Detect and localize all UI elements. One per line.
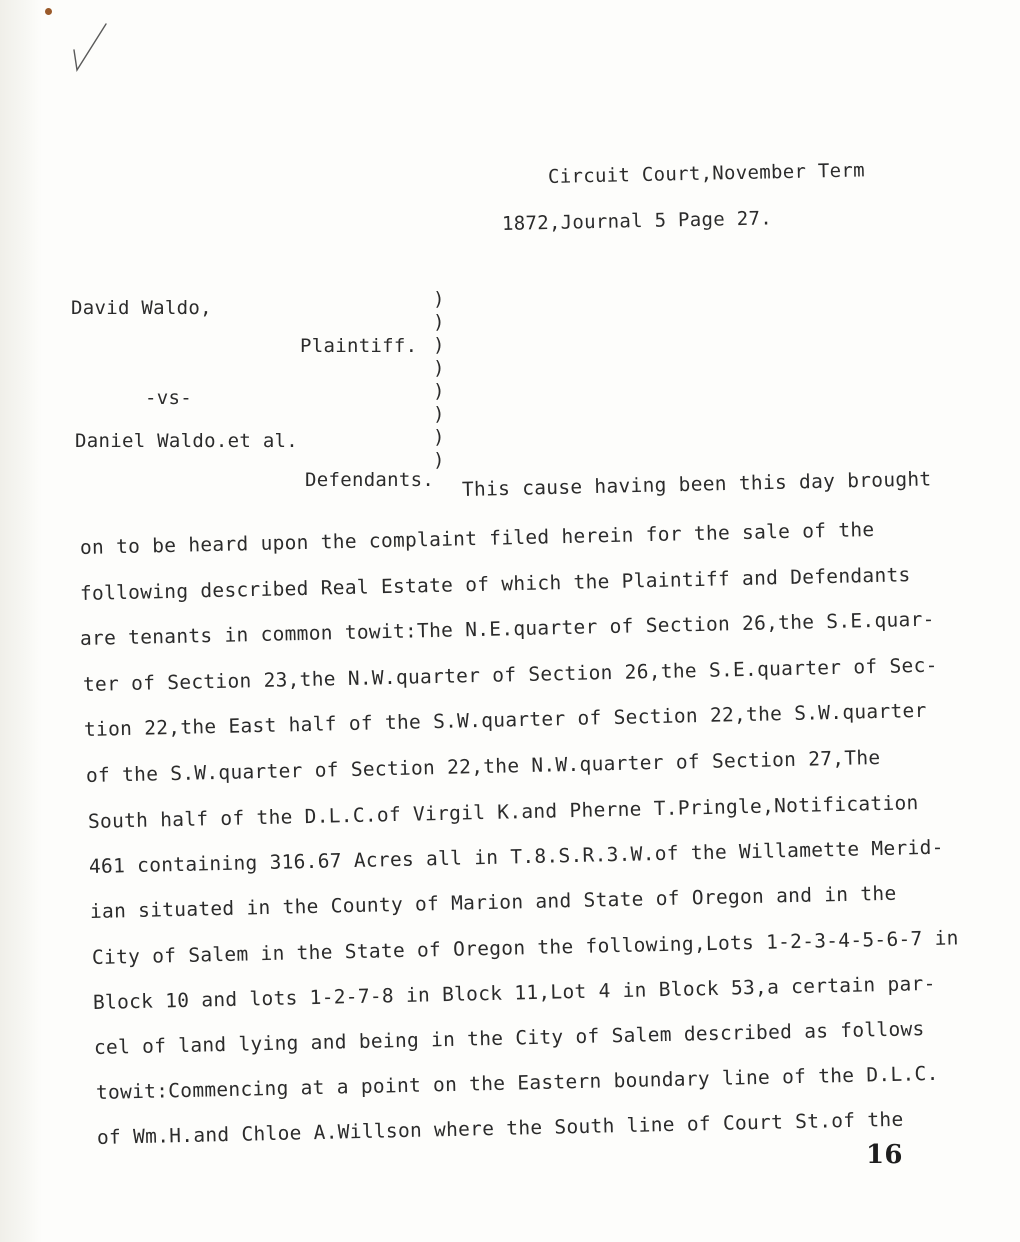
bracket-paren: ) — [433, 380, 445, 402]
handwritten-checkmark-icon — [70, 20, 110, 75]
court-term-heading: Circuit Court,November Term — [547, 159, 866, 188]
bracket-paren: ) — [433, 426, 445, 448]
plaintiff-label: Plaintiff. — [300, 335, 418, 357]
body-line: cel of land lying and being in the City of Salem described as follows — [93, 1017, 925, 1059]
body-line: This cause having been this day brought — [461, 467, 932, 501]
body-line: Block 10 and lots 1-2-7-8 in Block 11,Lot 4 in Block 53,a certain par- — [92, 971, 936, 1014]
body-line: are tenants in common towit:The N.E.quarter of Section 26,the S.E.quar- — [79, 607, 935, 650]
body-line: ter of Section 23,the N.W.quarter of Section 26,the S.E.quarter of Sec- — [82, 653, 938, 696]
versus-label: -vs- — [145, 387, 192, 409]
bracket-paren: ) — [433, 403, 445, 425]
body-line: 461 containing 316.67 Acres all in T.8.S.R.3.W.of the Willamette Merid- — [88, 835, 944, 878]
body-line: of Wm.H.and Chloe A.Willson where the South line of Court St.of the — [96, 1107, 904, 1149]
caption-bracket — [433, 288, 445, 472]
bracket-paren: ) — [433, 449, 445, 471]
body-line: on to be heard upon the complaint filed herein for the sale of the — [79, 517, 875, 559]
journal-reference: 1872,Journal 5 Page 27. — [501, 207, 773, 235]
page-number: 16 — [866, 1140, 903, 1170]
body-line: South half of the D.L.C.of Virgil K.and Pherne T.Pringle,Notification — [87, 791, 919, 833]
bracket-paren: ) — [433, 288, 445, 310]
defendant-name: Daniel Waldo.et al. — [75, 430, 299, 452]
plaintiff-name: David Waldo, — [71, 297, 212, 319]
body-line: towit:Commencing at a point on the Eastern boundary line of the D.L.C. — [95, 1061, 939, 1104]
bracket-paren: ) — [433, 334, 445, 356]
body-line: following described Real Estate of which the Plaintiff and Defendants — [79, 563, 911, 605]
body-line: tion 22,the East half of the S.W.quarter of Section 22,the S.W.quarter — [83, 698, 927, 741]
bracket-paren: ) — [433, 357, 445, 379]
body-line: ian situated in the County of Marion and State of Oregon and in the — [89, 881, 897, 923]
scan-edge-shadow — [0, 0, 42, 1242]
body-line: of the S.W.quarter of Section 22,the N.W.quarter of Section 27,The — [85, 745, 881, 787]
defendant-label: Defendants. — [305, 469, 435, 491]
ink-spot — [45, 8, 52, 15]
bracket-paren: ) — [433, 311, 445, 333]
body-line: City of Salem in the State of Oregon the following,Lots 1-2-3-4-5-6-7 in — [91, 926, 959, 969]
